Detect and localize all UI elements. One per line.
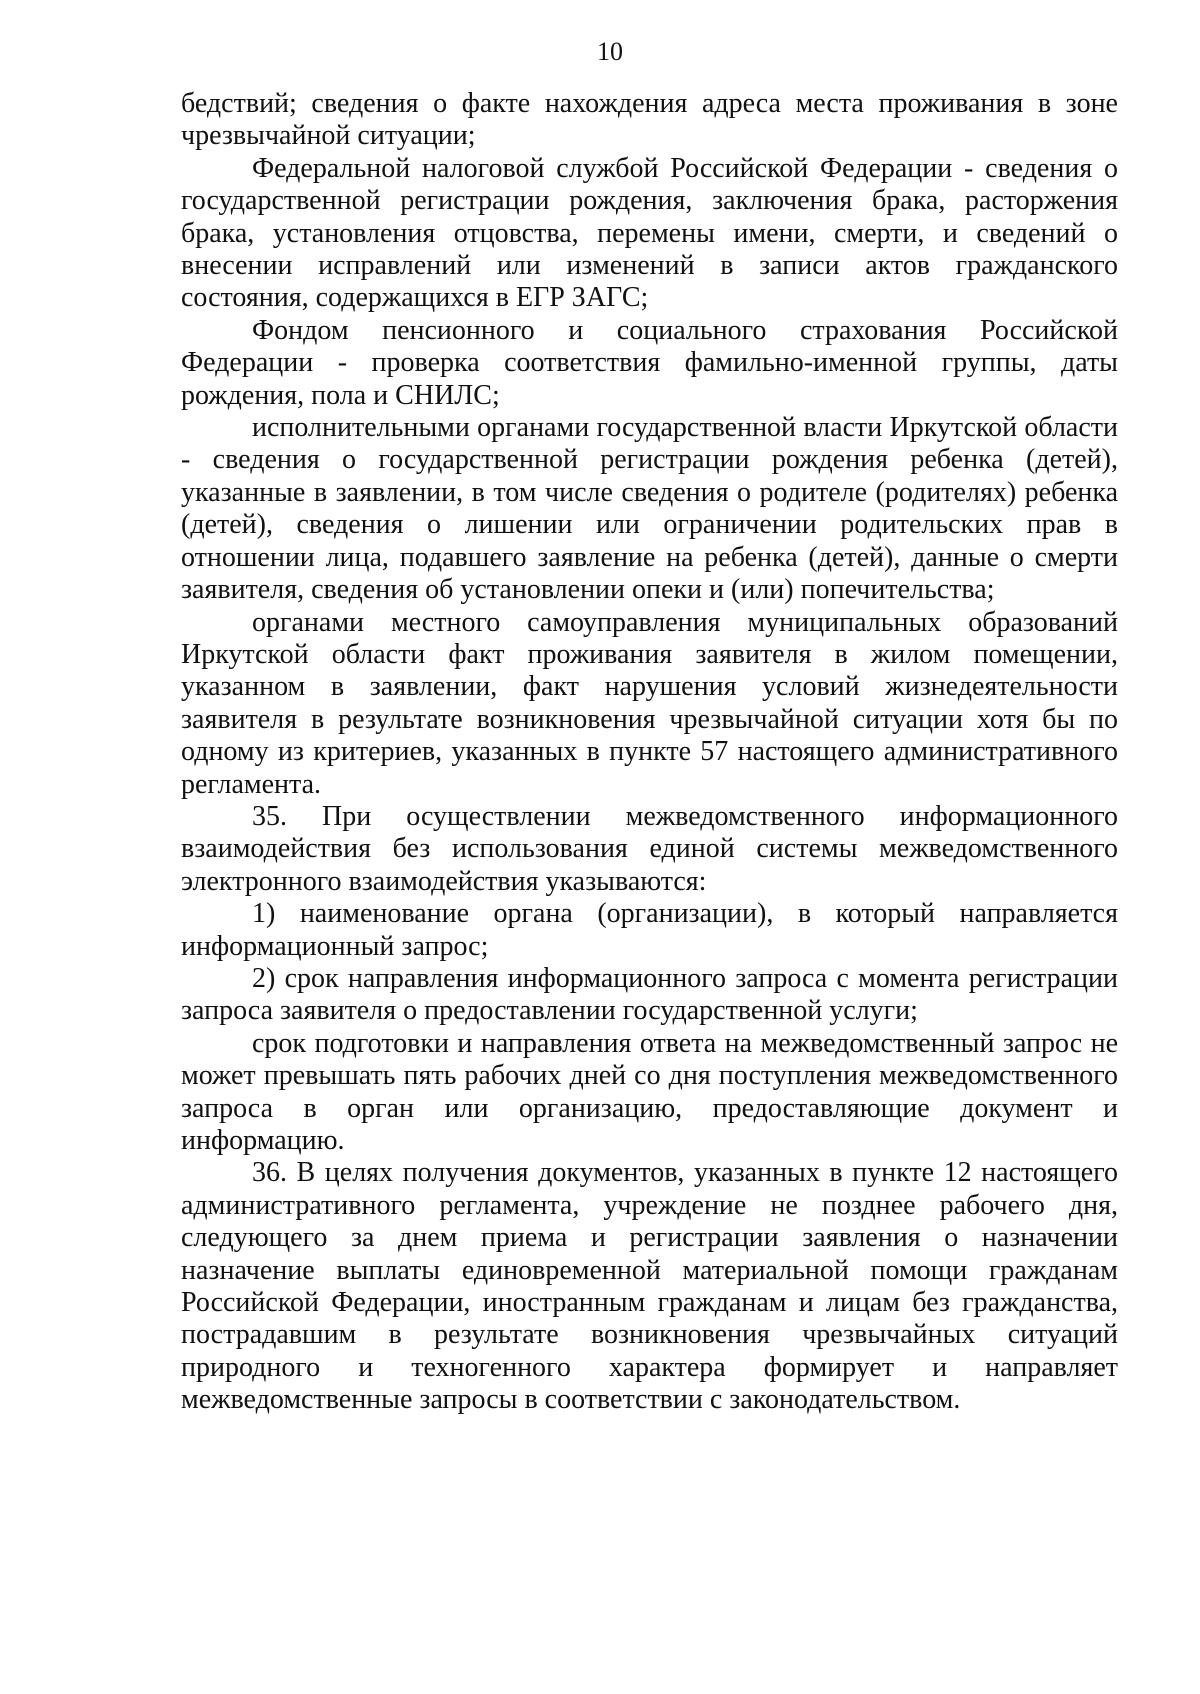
paragraph-item-2: 2) срок направления информационного запроса с момента регистрации запроса заявителя о предоставлении государственной услуги; bbox=[181, 962, 1118, 1027]
document-body bbox=[181, 88, 1118, 1417]
page-number: 10 bbox=[597, 37, 623, 66]
paragraph-tax-service: Федеральной налоговой службой Российской Федерации - сведения о государственной регистрации рождения, заключения брака, расторжения брака, установления отцовства, перемены имени, смерти, и сведений о внесении исправлений или изменений в записи актов гражданского состояния, содержащихся в ЕГР ЗАГС; bbox=[181, 152, 1118, 314]
paragraph-local-government: органами местного самоуправления муниципальных образований Иркутской области факт проживания заявителя в жилом помещении, указанном в заявлении, факт нарушения условий жизнедеятельности заявителя в результате возникновения чрезвычайной ситуации хотя бы по одному из критериев, указанных в пункте 57 настоящего административного регламента. bbox=[181, 606, 1118, 800]
paragraph-pension-fund: Фондом пенсионного и социального страхования Российской Федерации - проверка соответствия фамильно-именной группы, даты рождения, пола и СНИЛС; bbox=[181, 314, 1118, 411]
paragraph-clause-35: 35. При осуществлении межведомственного информационного взаимодействия без использования единой системы межведомственного электронного взаимодействия указываются: bbox=[181, 800, 1118, 897]
paragraph-continuation: бедствий; сведения о факте нахождения адреса места проживания в зоне чрезвычайной ситуации; bbox=[181, 88, 1118, 152]
paragraph-clause-36: 36. В целях получения документов, указанных в пункте 12 настоящего административного регламента, учреждение не позднее рабочего дня, следующего за днем приема и регистрации заявления о назначении назначение выплаты единовременной материальной помощи гражданам Российской Федерации, иностранным гражданам и лицам без гражданства, пострадавшим в результате возникновения чрезвычайных ситуаций природного и техногенного характера формирует и направляет межведомственные запросы в соответствии с законодательством. bbox=[181, 1157, 1118, 1416]
paragraph-executive-bodies: исполнительными органами государственной власти Иркутской области - сведения о государственной регистрации рождения ребенка (детей), указанные в заявлении, в том числе сведения о родителе (родителях) ребенка (детей), сведения о лишении или ограничении родительских прав в отношении лица, подавшего заявление на ребенка (детей), данные о смерти заявителя, сведения об установлении опеки и (или) попечительства; bbox=[181, 412, 1118, 606]
paragraph-item-1: 1) наименование органа (организации), в который направляется информационный запрос; bbox=[181, 898, 1118, 962]
paragraph-response-deadline: срок подготовки и направления ответа на межведомственный запрос не может превышать пять рабочих дней со дня поступления межведомственного запроса в орган или организацию, предоставляющие документ и информацию. bbox=[181, 1027, 1118, 1156]
